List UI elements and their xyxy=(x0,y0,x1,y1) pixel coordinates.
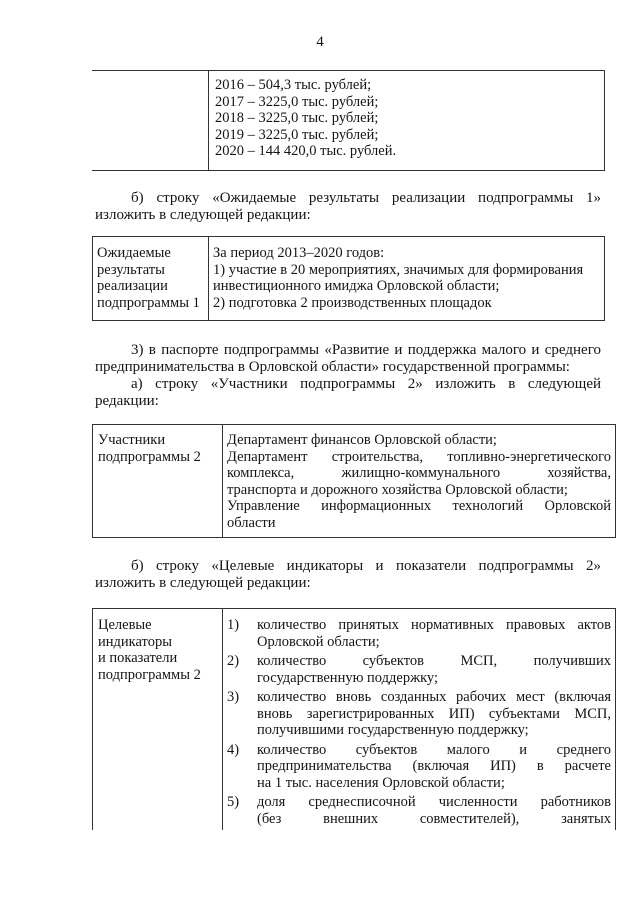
funding-line-2020: 2020 – 144 420,0 тыс. рублей. xyxy=(215,143,397,159)
table-2-left-border xyxy=(92,236,93,321)
label-line: подпрограммы 2 xyxy=(98,666,201,683)
table-3-label xyxy=(98,432,220,465)
funding-line-2017: 2017 – 3225,0 тыс. рублей; xyxy=(215,93,379,110)
para-b1-line-1: б) строку «Ожидаемые результаты реализации подпрограммы 1» xyxy=(131,190,601,206)
indicator-line: получившими государственную поддержку; xyxy=(257,722,529,738)
para-b1-line-2: изложить в следующей редакции: xyxy=(95,207,311,223)
table-2-right-border xyxy=(604,236,605,321)
label-line: Целевые xyxy=(98,617,152,633)
table-3-right-border xyxy=(615,424,616,538)
indicator-line: предпринимательства (включая ИП) в расчете xyxy=(257,758,611,774)
table-1-divider xyxy=(208,70,209,171)
table-4-label xyxy=(98,617,220,683)
table-3-top-border xyxy=(92,424,615,425)
para-3-line-2: предпринимательства в Орловской области» государственной программы: xyxy=(95,359,570,375)
indicator-number: 5) xyxy=(227,794,240,810)
table-2-label xyxy=(97,245,207,311)
indicator-line: количество субъектов МСП, получивших xyxy=(257,653,611,669)
table-1-top-border xyxy=(92,70,604,71)
table-1-cell xyxy=(215,77,600,160)
table-3-content xyxy=(227,432,611,531)
label-line: Ожидаемые xyxy=(97,245,171,261)
page-number: 4 xyxy=(316,34,324,50)
label-line: индикаторы xyxy=(98,633,172,650)
indicator-item xyxy=(227,653,611,686)
table-4-content xyxy=(227,617,611,827)
indicator-line: доля среднесписочной численности работников xyxy=(257,794,611,810)
indicator-number: 2) xyxy=(227,653,240,669)
label-line: Участники xyxy=(98,432,166,448)
funding-line-2018: 2018 – 3225,0 тыс. рублей; xyxy=(215,110,379,126)
indicator-line: государственную поддержку; xyxy=(257,669,439,686)
content-line: комплекса, жилищно-коммунального хозяйства, xyxy=(227,465,611,481)
para-3-line-1: 3) в паспорте подпрограммы «Развитие и поддержка малого и среднего xyxy=(131,342,601,358)
indicator-item xyxy=(227,794,611,827)
indicator-item xyxy=(227,689,611,739)
content-line: За период 2013–2020 годов: xyxy=(213,245,385,261)
content-line: Департамент финансов Орловской области; xyxy=(227,432,497,448)
indicator-line: Орловской области; xyxy=(257,633,380,650)
table-3-bottom-border xyxy=(92,537,615,538)
label-line: реализации xyxy=(97,278,168,294)
para-3-line-4: редакции: xyxy=(95,393,159,409)
indicator-item xyxy=(227,742,611,792)
indicator-line: (без внешних совместителей), занятых xyxy=(257,810,611,827)
indicator-line: количество вновь созданных рабочих мест (включая xyxy=(257,689,611,705)
table-2-content xyxy=(213,245,602,311)
table-3-left-border xyxy=(92,424,93,538)
table-4-divider xyxy=(222,608,223,830)
table-2-top-border xyxy=(92,236,604,237)
table-3-divider xyxy=(222,424,223,538)
content-line: 2) подготовка 2 производственных площадок xyxy=(213,294,492,311)
table-1-bottom-border xyxy=(92,170,604,171)
indicator-line: вновь зарегистрированных ИП) субъектами МСП, xyxy=(257,705,611,722)
table-4-top-border xyxy=(92,608,615,609)
funding-line-2016: 2016 – 504,3 тыс. рублей; xyxy=(215,77,372,93)
table-4-right-border xyxy=(615,608,616,830)
para-b2-line-2: изложить в следующей редакции: xyxy=(95,575,311,591)
content-line: Департамент строительства, топливно-энергетического xyxy=(227,448,611,465)
para-3-line-3: а) строку «Участники подпрограммы 2» изложить в следующей xyxy=(131,376,601,392)
indicator-line: количество принятых нормативных правовых актов xyxy=(257,617,611,633)
indicator-number: 1) xyxy=(227,617,240,633)
content-line: Управление информационных технологий Орловской xyxy=(227,498,611,514)
label-line: подпрограммы 2 xyxy=(98,448,201,465)
para-b2-line-1: б) строку «Целевые индикаторы и показатели подпрограммы 2» xyxy=(131,558,601,574)
label-line: результаты xyxy=(97,261,165,278)
indicator-number: 4) xyxy=(227,741,240,758)
content-line: транспорта и дорожного хозяйства Орловской области; xyxy=(227,481,568,498)
content-line: области xyxy=(227,514,276,531)
content-line: инвестиционного имиджа Орловской области; xyxy=(213,278,500,294)
indicator-number: 3) xyxy=(227,689,240,705)
indicator-item xyxy=(227,617,611,650)
table-2-bottom-border xyxy=(92,320,604,321)
table-1-right-border xyxy=(604,70,605,171)
content-line: 1) участие в 20 мероприятиях, значимых для формирования xyxy=(213,261,584,278)
funding-line-2019: 2019 – 3225,0 тыс. рублей; xyxy=(215,126,379,143)
label-line: и показатели xyxy=(98,650,178,666)
table-2-divider xyxy=(208,236,209,321)
indicator-line: на 1 тыс. населения Орловской области; xyxy=(257,774,505,791)
label-line: подпрограммы 1 xyxy=(97,294,200,311)
indicator-line: количество субъектов малого и среднего xyxy=(257,741,611,758)
table-4-left-border xyxy=(92,608,93,830)
